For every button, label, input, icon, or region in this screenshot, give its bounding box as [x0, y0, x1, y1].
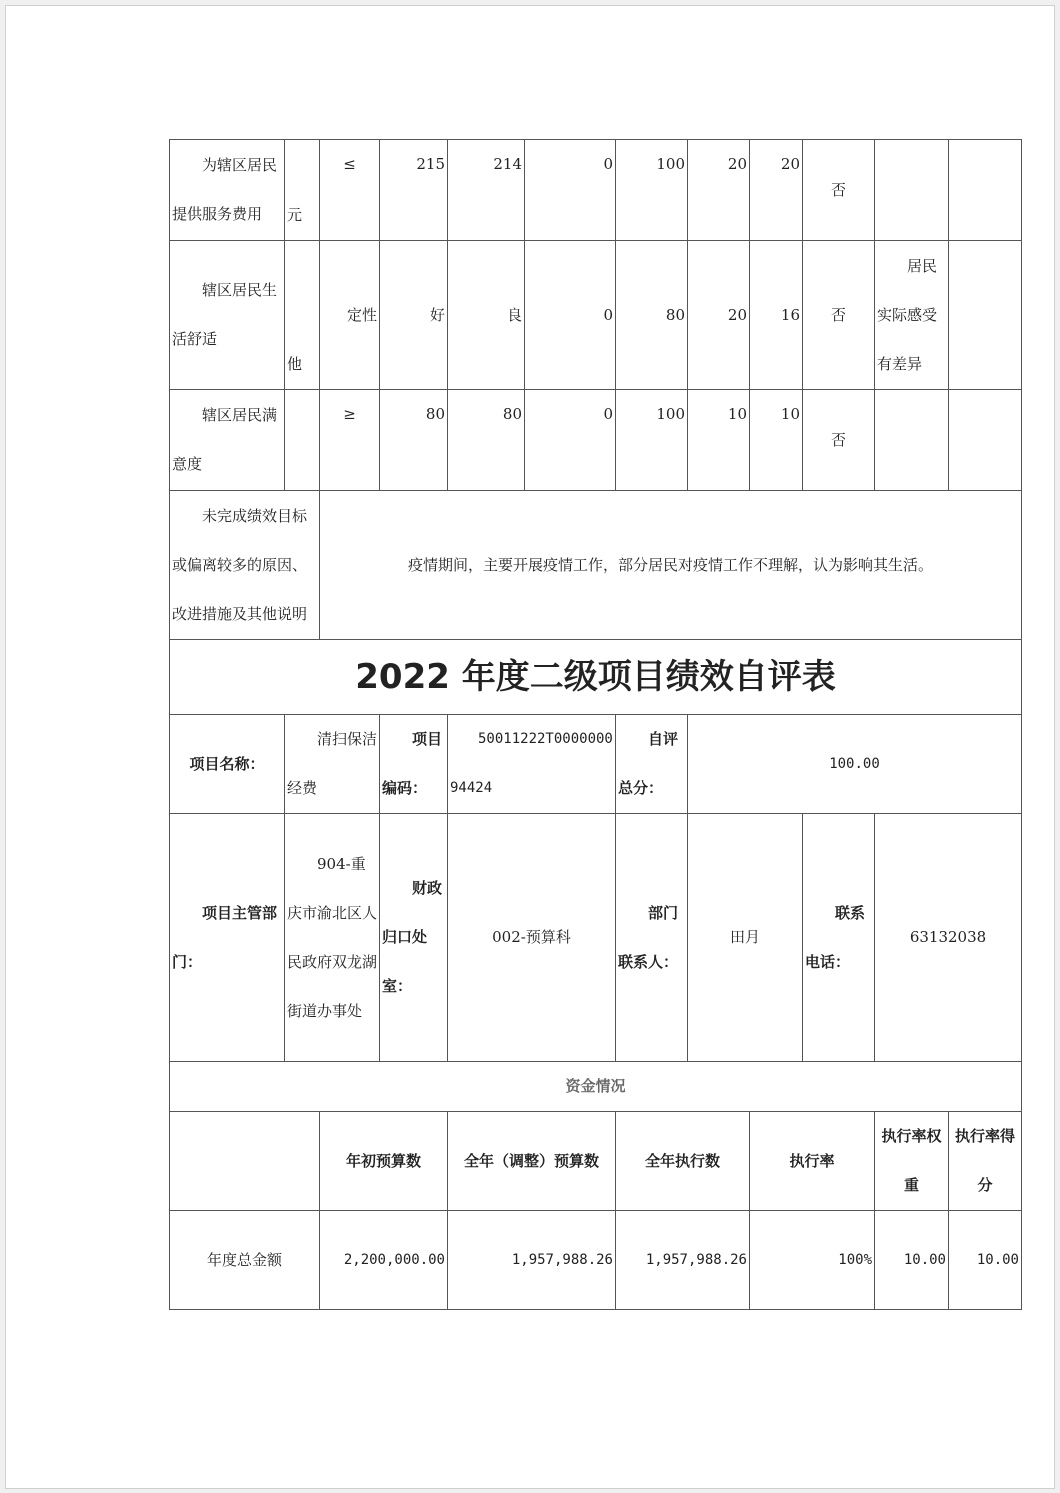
indicator-weight: 20: [688, 241, 750, 390]
indicator-target: 80: [380, 390, 448, 491]
indicator-weight: 10: [688, 390, 750, 491]
indicator-target: 215: [380, 140, 448, 241]
indicator-adjusted: 否: [803, 140, 875, 241]
contact-label: 部门联系人：: [616, 814, 688, 1062]
table-row: [170, 140, 1022, 241]
indicator-blank: [949, 390, 1022, 491]
indicator-adjusted: 否: [803, 390, 875, 491]
indicator-unit: [285, 390, 320, 491]
indicator-rate: 100: [616, 140, 688, 241]
performance-table: [169, 139, 1022, 1310]
indicator-target: 好: [380, 241, 448, 390]
table-row: [170, 715, 1022, 814]
indicator-name: 辖区居民满意度: [170, 390, 285, 491]
document-page: [5, 5, 1055, 1489]
indicator-operator: 定性: [320, 241, 380, 390]
indicator-score: 10: [750, 390, 803, 491]
indicator-name: 为辖区居民提供服务费用: [170, 140, 285, 241]
indicator-operator: ≤: [320, 140, 380, 241]
indicator-name: 辖区居民生活舒适: [170, 241, 285, 390]
funds-header-rate: 执行率: [750, 1112, 875, 1211]
project-name-label: 项目名称：: [170, 715, 285, 814]
table-row: [170, 491, 1022, 640]
funds-row-label: 年度总金额: [170, 1211, 320, 1310]
self-score-value: 100.00: [688, 715, 1022, 814]
indicator-blank: [949, 241, 1022, 390]
funds-header-weight: 执行率权重: [875, 1112, 949, 1211]
indicator-rate: 100: [616, 390, 688, 491]
phone-value: 63132038: [875, 814, 1022, 1062]
dept-label: 项目主管部门：: [170, 814, 285, 1062]
table-row: [170, 390, 1022, 491]
unfinished-text: 疫情期间，主要开展疫情工作，部分居民对疫情工作不理解，认为影响其生活。: [320, 491, 1022, 640]
funds-section-title: 资金情况: [170, 1062, 1022, 1112]
table-row: [170, 1062, 1022, 1112]
table-row: [170, 640, 1022, 715]
project-name-value: 清扫保洁经费: [285, 715, 380, 814]
funds-executed-value: 1,957,988.26: [616, 1211, 750, 1310]
indicator-deviation: 0: [525, 390, 616, 491]
indicator-reason: [875, 140, 949, 241]
indicator-unit: 元: [285, 140, 320, 241]
funds-header-adjusted: 全年（调整）预算数: [448, 1112, 616, 1211]
finance-office-label: 财政归口处室：: [380, 814, 448, 1062]
funds-weight-value: 10.00: [875, 1211, 949, 1310]
unfinished-label: 未完成绩效目标或偏离较多的原因、改进措施及其他说明: [170, 491, 320, 640]
table-row: [170, 1211, 1022, 1310]
indicator-reason: 居民实际感受有差异: [875, 241, 949, 390]
funds-header-score: 执行率得分: [949, 1112, 1022, 1211]
funds-rate-value: 100%: [750, 1211, 875, 1310]
indicator-score: 20: [750, 140, 803, 241]
contact-value: 田月: [688, 814, 803, 1062]
form-title: 2022 年度二级项目绩效自评表: [170, 640, 1022, 715]
indicator-actual: 良: [448, 241, 525, 390]
indicator-blank: [949, 140, 1022, 241]
indicator-adjusted: 否: [803, 241, 875, 390]
indicator-weight: 20: [688, 140, 750, 241]
indicator-unit: 他: [285, 241, 320, 390]
indicator-rate: 80: [616, 241, 688, 390]
indicator-operator: ≥: [320, 390, 380, 491]
dept-value: 904-重庆市渝北区人民政府双龙湖街道办事处: [285, 814, 380, 1062]
phone-label: 联系电话：: [803, 814, 875, 1062]
finance-office-value: 002-预算科: [448, 814, 616, 1062]
funds-header-blank: [170, 1112, 320, 1211]
indicator-score: 16: [750, 241, 803, 390]
funds-adjusted-value: 1,957,988.26: [448, 1211, 616, 1310]
funds-score-value: 10.00: [949, 1211, 1022, 1310]
project-code-value: 50011222T000000094424: [448, 715, 616, 814]
indicator-reason: [875, 390, 949, 491]
table-row: [170, 1112, 1022, 1211]
indicator-actual: 214: [448, 140, 525, 241]
self-score-label: 自评总分：: [616, 715, 688, 814]
table-row: [170, 241, 1022, 390]
table-row: [170, 814, 1022, 1062]
indicator-deviation: 0: [525, 140, 616, 241]
project-code-label: 项目编码：: [380, 715, 448, 814]
funds-initial-value: 2,200,000.00: [320, 1211, 448, 1310]
indicator-deviation: 0: [525, 241, 616, 390]
funds-header-executed: 全年执行数: [616, 1112, 750, 1211]
indicator-actual: 80: [448, 390, 525, 491]
funds-header-initial: 年初预算数: [320, 1112, 448, 1211]
